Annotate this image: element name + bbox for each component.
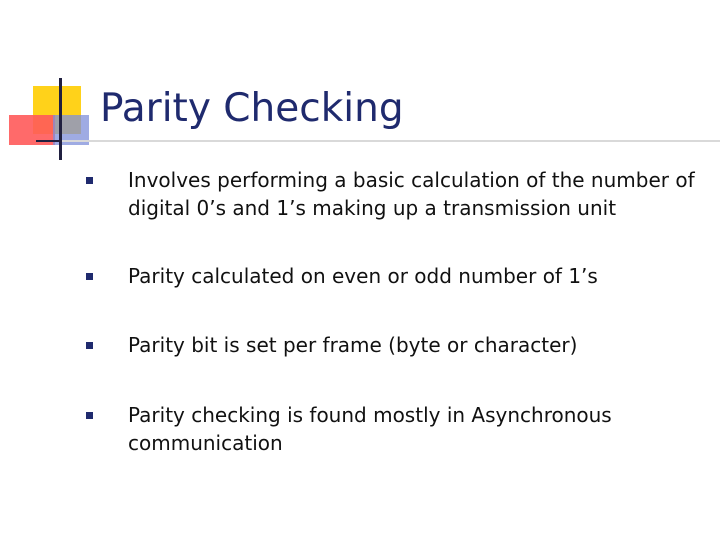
- logo-vertical-line: [59, 78, 62, 160]
- bullet-text: Involves performing a basic calculation of the number of digital 0’s and 1’s making up a transmission unit: [128, 168, 695, 220]
- square-bullet-icon: [86, 273, 93, 280]
- title-underline: [62, 140, 720, 142]
- slide-title: Parity Checking: [100, 86, 404, 131]
- square-bullet-icon: [86, 412, 93, 419]
- square-bullet-icon: [86, 342, 93, 349]
- bullet-text: Parity bit is set per frame (byte or character): [128, 333, 578, 357]
- bullet-text: Parity calculated on even or odd number of 1’s: [128, 264, 598, 288]
- bullet-text: Parity checking is found mostly in Asynchronous communication: [128, 403, 612, 455]
- square-bullet-icon: [86, 177, 93, 184]
